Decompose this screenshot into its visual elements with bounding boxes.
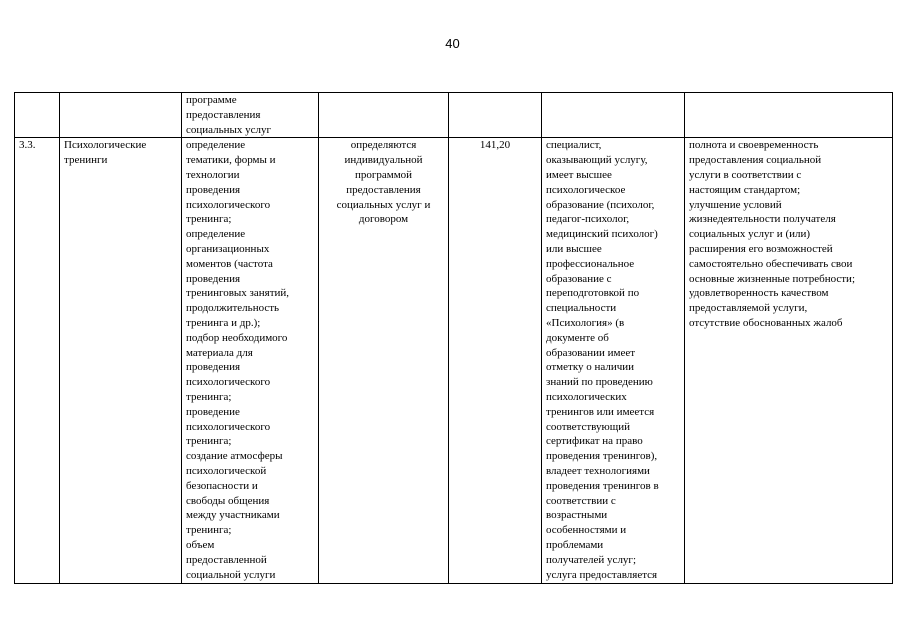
cell-volume: определяются индивидуальной программой предоставления социальных услуг и договором	[319, 138, 449, 584]
cell-quality: полнота и своевременность предоставления социальной услуги в соответствии с настоящим стандартом; улучшение условий жизнедеятельности получателя социальных услуг и (или) расширения его возможностей самостоятельно обеспечивать свои основные жизненные потребности; удовлетворенность качеством предоставляемой услуги, отсутствие обоснованных жалоб	[685, 138, 893, 584]
table-row	[15, 138, 893, 584]
cell-service-name-empty	[60, 93, 182, 138]
cell-volume-empty	[319, 93, 449, 138]
cell-actions: определение тематики, формы и технологии проведения психологического тренинга; определение организационных моментов (частота проведения тренинговых занятий, продолжительность тренинга и др.); подбор необходимого материала для проведения психологического тренинга; проведение психологического тренинга; создание атмосферы психологической безопасности и свободы общения между участниками тренинга; объем предоставленной социальной услуги	[182, 138, 319, 584]
page-number: 40	[445, 36, 460, 51]
table-row-continuation	[15, 93, 893, 138]
cell-conditions: специалист, оказывающий услугу, имеет высшее психологическое образование (психолог, педагог-психолог, медицинский психолог) или высшее профессиональное образование с переподготовкой по специальности «Психология» (в документе об образовании имеет отметку о наличии знаний по проведению психологических тренингов или имеется соответствующий сертификат на право проведения тренингов), владеет технологиями проведения тренингов в соответствии с возрастными особенностями и проблемами получателей услуг; услуга предоставляется	[542, 138, 685, 584]
cell-quality-empty	[685, 93, 893, 138]
cell-conditions-empty	[542, 93, 685, 138]
cell-tariff: 141,20	[449, 138, 542, 584]
cell-service-name: Психологические тренинги	[60, 138, 182, 584]
cell-number-empty	[15, 93, 60, 138]
services-table	[14, 92, 893, 584]
cell-actions-continuation: программе предоставления социальных услуг	[182, 93, 319, 138]
cell-number: 3.3.	[15, 138, 60, 584]
cell-tariff-empty	[449, 93, 542, 138]
